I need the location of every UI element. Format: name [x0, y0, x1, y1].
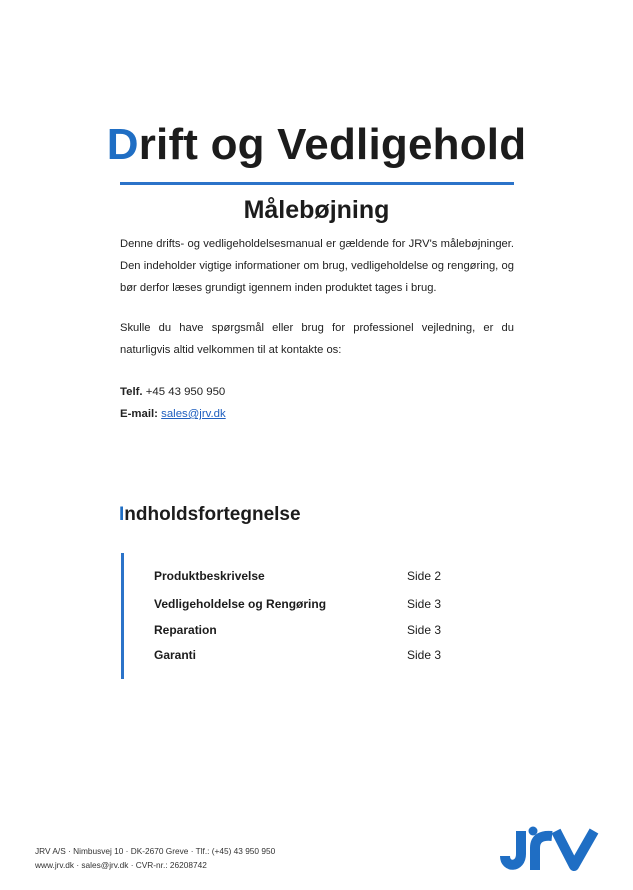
toc-item [154, 568, 454, 584]
logo-letter-r [535, 836, 552, 870]
toc-item-page: Side 3 [407, 597, 442, 611]
title-initial: D [106, 120, 139, 169]
intro-paragraph-1: Denne drifts- og vedligeholdelsesmanual er gældende for JRV's målebøjninger. Den indeholder vigtige informationer om brug, vedligeholdelse og rengøring, og bør derfor læses grundigt igennem inden produktet tages i brug. [120, 238, 514, 294]
title-text: rift og Vedligehold [138, 120, 527, 169]
toc-heading-initial: I [119, 504, 125, 525]
footer-address: JRV A/S · Nimbusvej 10 · DK-2670 Greve · Tlf.: (+45) 43 950 950 [35, 846, 276, 856]
toc-item [154, 596, 454, 612]
email-link[interactable]: sales@jrv.dk [161, 408, 226, 420]
toc-item-page: Side 3 [407, 623, 442, 637]
toc-heading-text: ndholdsfortegnelse [124, 504, 301, 525]
document-title [0, 118, 633, 172]
logo-dot [529, 827, 538, 836]
toc-item [154, 647, 454, 663]
logo-letter-j [505, 831, 521, 865]
email-label: E-mail: [120, 408, 158, 420]
title-underline [120, 182, 514, 185]
toc-item-page: Side 2 [407, 569, 442, 583]
logo-letter-v [556, 831, 594, 866]
phone-label: Telf. [120, 386, 143, 398]
toc-item [154, 622, 454, 638]
document-subtitle: Målebøjning [243, 196, 390, 224]
toc-heading [119, 503, 301, 527]
toc-accent-bar [121, 553, 124, 679]
contact-phone [120, 384, 225, 400]
footer-web: www.jrv.dk · sales@jrv.dk · CVR-nr.: 26208742 [35, 860, 207, 870]
toc-item-label: Reparation [154, 623, 217, 637]
jrv-logo [500, 826, 602, 872]
toc-item-label: Produktbeskrivelse [154, 569, 265, 583]
intro-paragraph-2: Skulle du have spørgsmål eller brug for professionel vejledning, er du naturligvis altid velkommen til at kontakte os: [120, 322, 514, 356]
contact-email [120, 406, 226, 422]
toc-item-page: Side 3 [407, 648, 442, 662]
toc-item-label: Garanti [154, 648, 197, 662]
phone-value: +45 43 950 950 [145, 386, 226, 398]
toc-item-label: Vedligeholdelse og Rengøring [154, 597, 327, 611]
